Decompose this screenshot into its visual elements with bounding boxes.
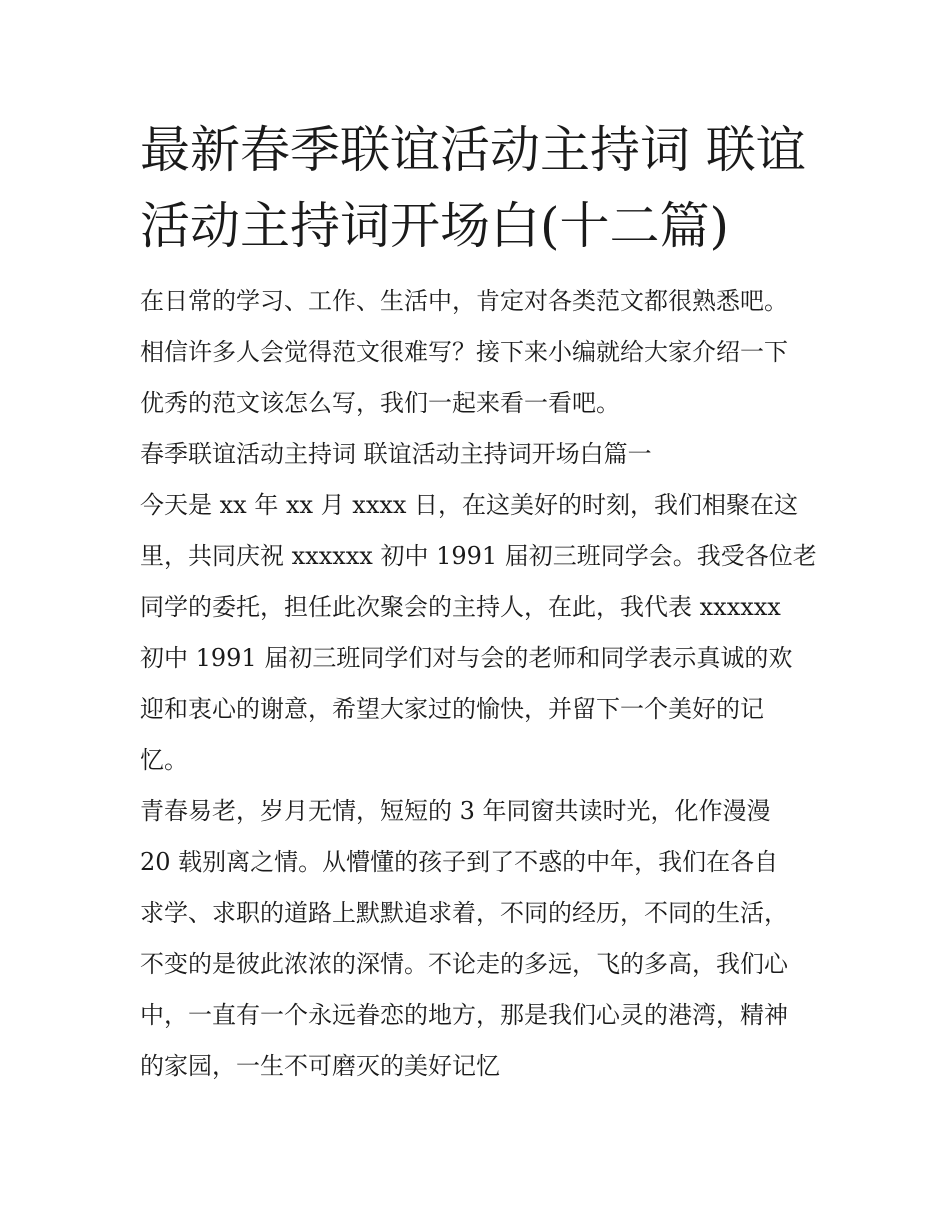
body-line: 同学的委托，担任此次聚会的主持人，在此，我代表 xxxxxx xyxy=(140,593,781,621)
title-line: 最新春季联谊活动主持词 联谊 xyxy=(140,121,806,179)
body-line: 青春易老，岁月无情，短短的 3 年同窗共读时光，化作漫漫 xyxy=(140,797,771,825)
body-line: 忆。 xyxy=(140,746,188,774)
body-line: 20 载别离之情。从懵懂的孩子到了不惑的中年，我们在各自 xyxy=(140,848,779,876)
body-line: 不变的是彼此浓浓的深情。不论走的多远，飞的多高，我们心 xyxy=(140,950,788,978)
intro-line: 优秀的范文该怎么写，我们一起来看一看吧。 xyxy=(140,389,620,417)
section-heading: 春季联谊活动主持词 联谊活动主持词开场白篇一 xyxy=(140,440,652,468)
title-line: 活动主持词开场白(十二篇) xyxy=(140,197,730,255)
document-title xyxy=(140,112,820,264)
body-line: 中，一直有一个永远眷恋的地方，那是我们心灵的港湾，精神 xyxy=(140,1001,788,1029)
body-line: 初中 1991 届初三班同学们对与会的老师和同学表示真诚的欢 xyxy=(140,644,793,672)
body-line: 今天是 xx 年 xx 月 xxxx 日，在这美好的时刻，我们相聚在这 xyxy=(140,491,799,519)
body-line: 求学、求职的道路上默默追求着，不同的经历，不同的生活， xyxy=(140,899,788,927)
body-line: 迎和衷心的谢意，希望大家过的愉快，并留下一个美好的记 xyxy=(140,695,764,723)
intro-line: 在日常的学习、工作、生活中，肯定对各类范文都很熟悉吧。 xyxy=(140,287,788,315)
body-line: 的家园，一生不可磨灭的美好记忆 xyxy=(140,1052,500,1080)
document-body xyxy=(140,279,820,1095)
body-line: 里，共同庆祝 xxxxxx 初中 1991 届初三班同学会。我受各位老 xyxy=(140,542,817,570)
intro-line: 相信许多人会觉得范文很难写？接下来小编就给大家介绍一下 xyxy=(140,338,788,366)
